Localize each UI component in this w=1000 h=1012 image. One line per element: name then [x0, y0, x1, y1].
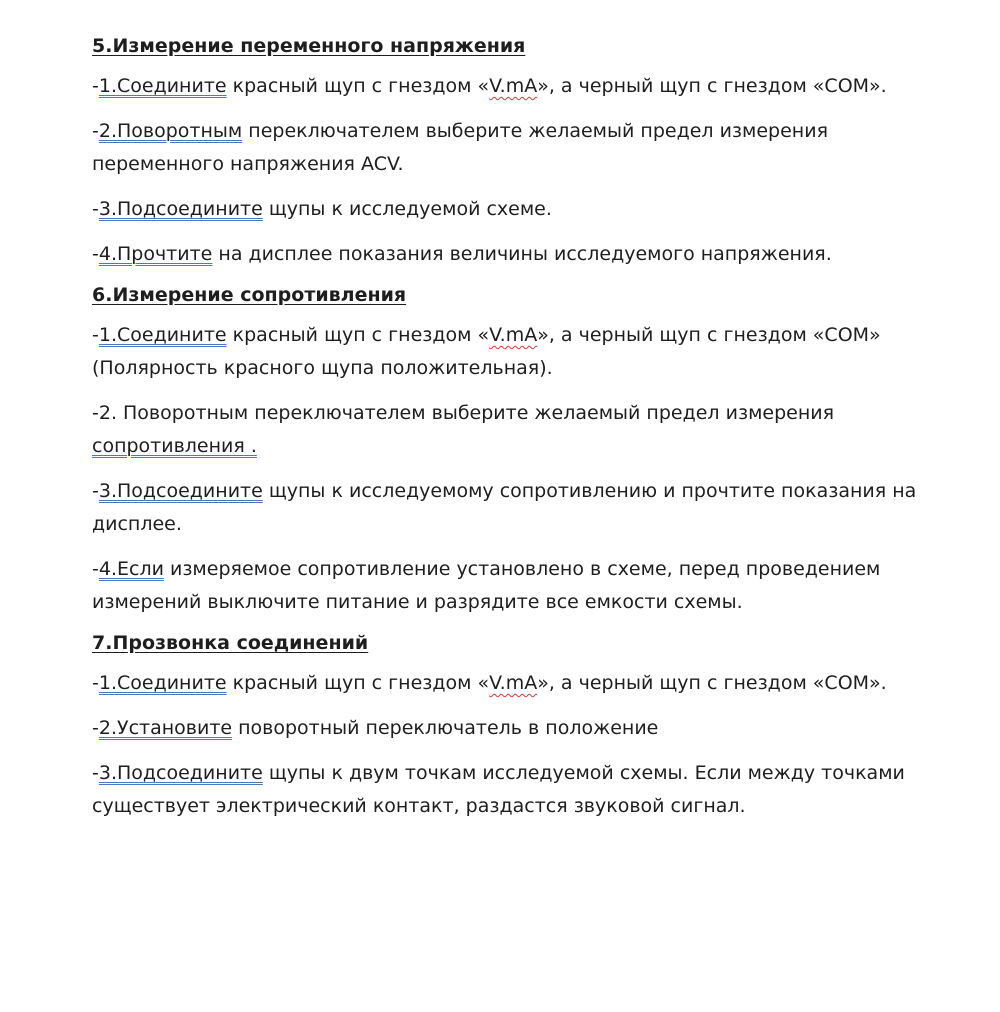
instruction-item — [92, 103, 942, 181]
section-continuity — [92, 619, 942, 823]
item-text: -2. Поворотным переключателем выберите желаемый предел измерения — [92, 402, 835, 424]
grammar-marked-word: 4.Прочтите — [98, 243, 213, 265]
grammar-marked-word: 2.Установите — [98, 717, 233, 739]
item-text: », а черный щуп с гнездом «COM» (Полярность красного щупа положительная). — [92, 324, 881, 379]
instruction-item — [92, 60, 942, 103]
item-dash: - — [92, 558, 99, 580]
grammar-marked-word: 3.Подсоедините — [98, 762, 263, 784]
section-heading: 6.Измерение сопротивления — [92, 284, 407, 306]
section-ac-voltage — [92, 32, 942, 271]
spelling-marked-word: V.mA — [489, 324, 538, 346]
item-text: щупы к исследуемой схеме. — [262, 198, 552, 220]
section-heading: 7.Прозвонка соединений — [92, 632, 369, 654]
item-text: красный щуп с гнездом « — [226, 324, 490, 346]
item-text: измеряемое сопротивление установлено в схеме, перед проведением измерений выключите питание и разрядите все емкости схемы. — [92, 558, 881, 613]
item-dash: - — [92, 717, 99, 739]
item-dash: - — [92, 120, 99, 142]
instruction-item — [92, 463, 942, 541]
item-dash: - — [92, 198, 99, 220]
instruction-item — [92, 700, 942, 745]
instruction-item — [92, 385, 942, 463]
item-text: красный щуп с гнездом « — [226, 672, 490, 694]
item-text: переключателем выберите желаемый предел измерения переменного напряжения ACV. — [92, 120, 829, 175]
grammar-marked-word: 1.Соедините — [98, 75, 227, 97]
item-dash: - — [92, 672, 99, 694]
section-heading: 5.Измерение переменного напряжения — [92, 35, 526, 57]
item-text: щупы к исследуемому сопротивлению и прочтите показания на дисплее. — [92, 480, 917, 535]
spelling-marked-word: V.mA — [489, 672, 538, 694]
instruction-item — [92, 181, 942, 226]
item-text: », а черный щуп с гнездом «COM». — [537, 75, 887, 97]
item-text: щупы к двум точкам исследуемой схемы. Если между точками существует электрический контакт, раздастся звуковой сигнал. — [92, 762, 905, 817]
item-text: поворотный переключатель в положение — [232, 717, 659, 739]
spelling-marked-word: V.mA — [489, 75, 538, 97]
instruction-item — [92, 226, 942, 271]
item-dash: - — [92, 762, 99, 784]
item-dash: - — [92, 324, 99, 346]
instruction-item — [92, 309, 942, 385]
grammar-marked-word: 3.Подсоедините — [98, 480, 263, 502]
section-resistance — [92, 271, 942, 619]
grammar-marked-word: 1.Соедините — [98, 324, 227, 346]
item-dash: - — [92, 75, 99, 97]
grammar-marked-word: 3.Подсоедините — [98, 198, 263, 220]
item-text: красный щуп с гнездом « — [226, 75, 490, 97]
item-text: », а черный щуп с гнездом «COM». — [537, 672, 887, 694]
item-text: на дисплее показания величины исследуемого напряжения. — [212, 243, 832, 265]
instruction-item — [92, 657, 942, 700]
instruction-item — [92, 745, 942, 823]
grammar-marked-word: 1.Соедините — [98, 672, 227, 694]
grammar-marked-word: сопротивления . — [92, 435, 257, 457]
item-dash: - — [92, 243, 99, 265]
instruction-item — [92, 541, 942, 619]
item-dash: - — [92, 480, 99, 502]
grammar-marked-word: 2.Поворотным — [98, 120, 243, 142]
grammar-marked-word: 4.Если — [98, 558, 164, 580]
